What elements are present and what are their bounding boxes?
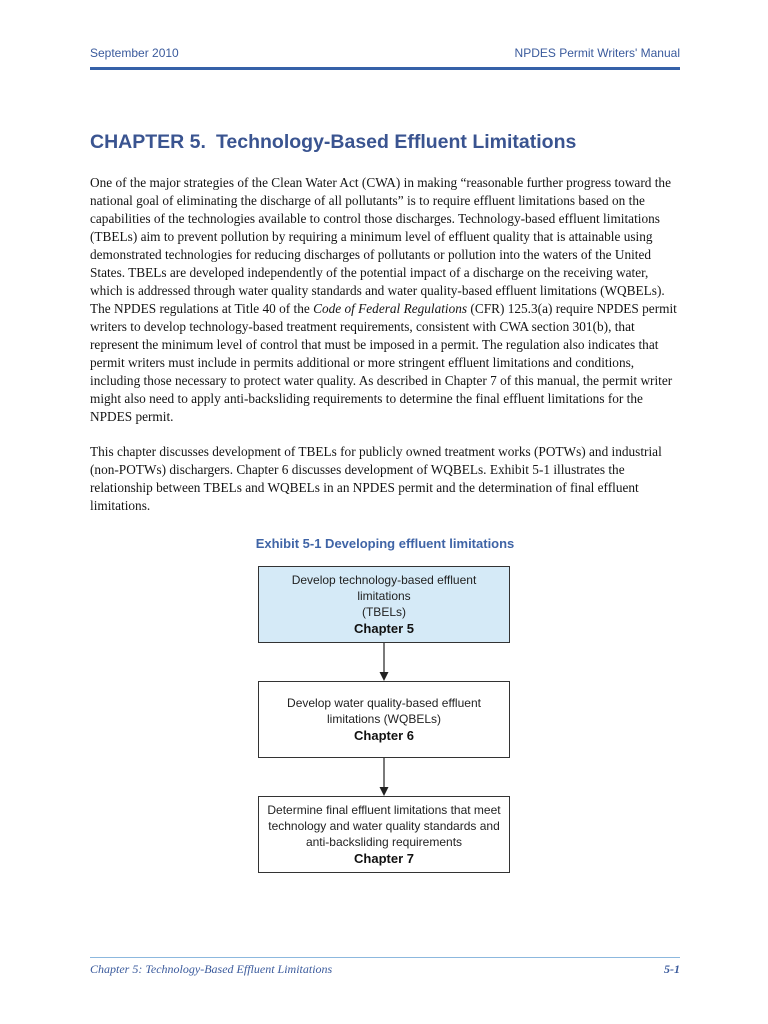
flow-box-wqbels bbox=[258, 681, 510, 758]
flow-box-line: anti-backsliding requirements bbox=[305, 835, 463, 849]
page-header bbox=[90, 44, 680, 66]
footer-chapter-ref: Chapter 5: Technology-Based Effluent Limitations bbox=[90, 962, 333, 976]
header-doc-title: NPDES Permit Writers' Manual bbox=[514, 46, 680, 60]
header-date: September 2010 bbox=[90, 46, 179, 60]
p1-text-italic: Code of Federal Regulations bbox=[313, 301, 468, 316]
flow-box-line: limitations (WQBELs) bbox=[326, 712, 442, 726]
flow-box-line: technology and water quality standards and bbox=[268, 819, 500, 833]
page-footer bbox=[90, 962, 680, 980]
body-paragraph-2: This chapter discusses development of TBELs for publicly owned treatment works (POTWs) and industrial (non-POTWs) dischargers. Chapter 6 discusses development of WQBELs. Exhibit 5-1 illustrates the relationship between TBELs and WQBELs in an NPDES permit and the determination of final effluent limitations. bbox=[90, 444, 662, 513]
exhibit-title: Exhibit 5-1 Developing effluent limitations bbox=[255, 536, 515, 551]
flow-box-tbels bbox=[258, 566, 510, 643]
flow-box-line: Develop water quality-based effluent bbox=[287, 696, 481, 710]
flow-arrow-down bbox=[378, 643, 390, 681]
p1-text-start: One of the major strategies of the Clean Water Act (CWA) in making “reasonable further progress toward the national goal of eliminating the discharge of all pollutants” is to require effluent limitations based on the capabilities of the technologies available to control those discharges. Technology-based effluent limitations (TBELs) aim to prevent pollution by requiring a minimum level of effluent quality that is attainable using demonstrated technologies for reducing discharges of pollutants or pollution into the waters of the United States. TBELs are developed independently of the potential impact of a discharge on the receiving water, which is addressed through water quality standards and water quality-based effluent limitations (WQBELs). The NPDES regulations at Title 40 of the bbox=[90, 175, 671, 316]
body-paragraph-1 bbox=[90, 174, 680, 426]
flow-box-line: Determine final effluent limitations that meet bbox=[267, 803, 501, 817]
chapter-label: CHAPTER 5. bbox=[90, 131, 206, 153]
flow-box-line: (TBELs) bbox=[361, 605, 406, 619]
footer-rule bbox=[90, 957, 680, 958]
chapter-title-text: Technology-Based Effluent Limitations bbox=[215, 131, 577, 153]
p1-text-end: (CFR) 125.3(a) require NPDES permit writers to develop technology-based treatment requirements, consistent with CWA section 301(b), that represent the minimum level of control that must be imposed in a permit. The regulation also indicates that permit writers must include in permits additional or more stringent effluent limitations and conditions, including those necessary to protect water quality. As described in Chapter 7 of this manual, the permit writer might also need to apply anti-backsliding requirements to determine the final effluent limitations for the NPDES permit. bbox=[90, 301, 677, 424]
page-number: 5-1 bbox=[664, 962, 680, 976]
header-rule bbox=[90, 67, 680, 70]
flow-arrow-down bbox=[378, 758, 390, 796]
chapter-title bbox=[90, 131, 690, 154]
flow-box-chapter: Chapter 7 bbox=[354, 851, 414, 866]
flow-box-final-limitations bbox=[258, 796, 510, 873]
flow-box-chapter: Chapter 6 bbox=[354, 728, 414, 743]
flow-box-line: Develop technology-based effluent limitations bbox=[291, 573, 477, 603]
flow-box-chapter: Chapter 5 bbox=[354, 621, 414, 636]
